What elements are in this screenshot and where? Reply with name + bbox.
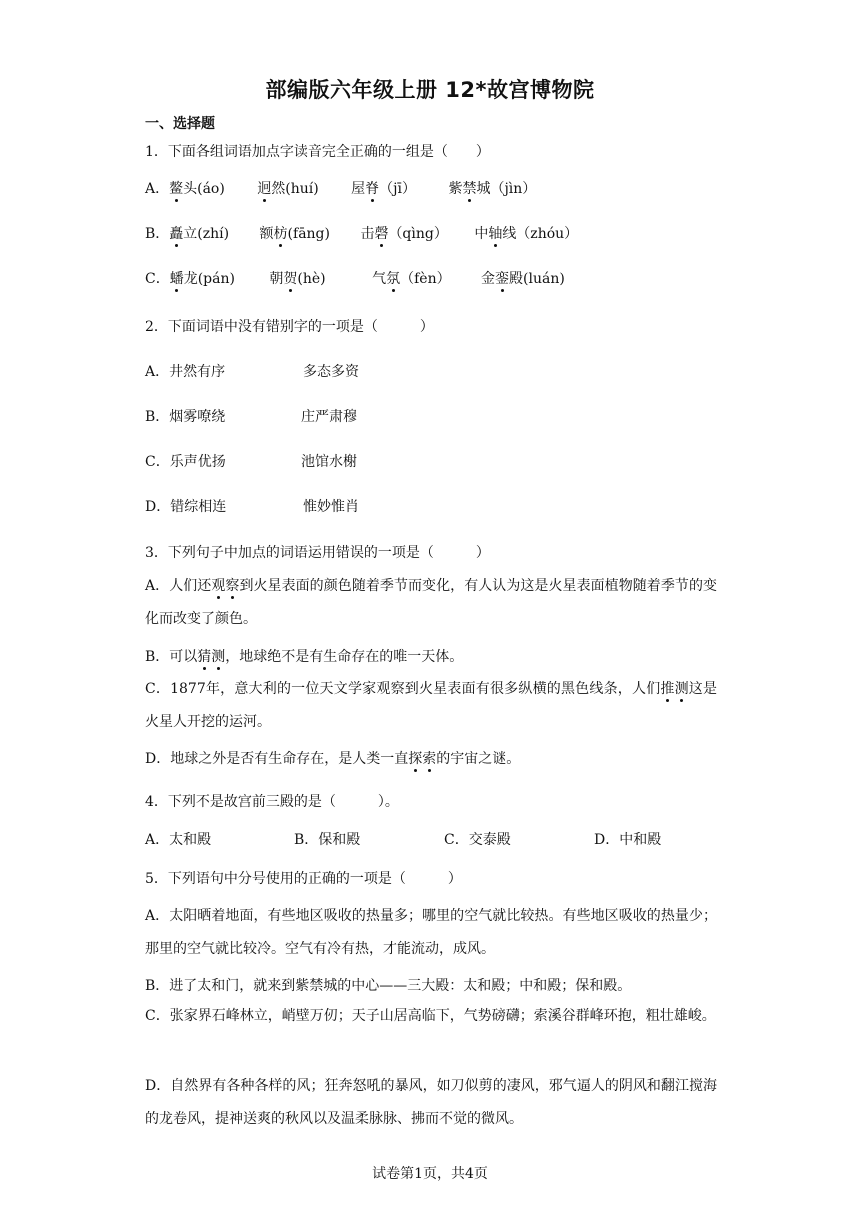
question-2-option-a: A．井然有序 多态多资 — [145, 364, 359, 380]
question-5-stem: 5．下列语句中分号使用的正确的一项是（ ） — [145, 871, 462, 887]
question-1-option-b: B．矗立(zhí) 额枋(fāng) 击磬（qìng） 中轴线（zhóu） — [145, 226, 579, 242]
question-4-option-d: D．中和殿 — [594, 832, 662, 848]
question-5-option-a: A．太阳晒着地面，有些地区吸收的热量多；哪里的空气就比较热。有些地区吸收的热量少；那里的空气就比较冷。空气有冷有热，才能流动，成风。 — [145, 908, 717, 957]
question-1-option-a: A．鳌头(áo) 迥然(huí) 屋脊（jī） 紫禁城（jìn） — [145, 181, 537, 197]
question-3-option-a: A．人们还观察到火星表面的颜色随着季节而变化，有人认为这是火星表面植物随着季节的变化而改变了颜色。 — [145, 578, 717, 627]
question-3-option-c: C．1877年，意大利的一位天文学家观察到火星表面有很多纵横的黑色线条，人们推测这是火星人开挖的运河。 — [145, 681, 717, 730]
page-footer: 试卷第1页，共4页 — [372, 1166, 488, 1182]
question-3-option-d: D．地球之外是否有生命存在，是人类一直探索的宇宙之谜。 — [145, 751, 521, 767]
question-4-options — [145, 829, 661, 849]
question-5-option-b: B．进了太和门，就来到紫禁城的中心——三大殿：太和殿；中和殿；保和殿。 — [145, 978, 632, 994]
question-4-option-a: A．太和殿 — [145, 832, 212, 848]
page-title: 部编版六年级上册 12*故宫博物院 — [265, 78, 595, 102]
question-5-option-d: D．自然界有各种各样的风；狂奔怒吼的暴风，如刀似剪的凄风，邪气逼人的阴风和翻江搅海的龙卷风，提神送爽的秋风以及温柔脉脉、拂而不觉的微风。 — [145, 1078, 717, 1127]
question-1-stem: 1．下面各组词语加点字读音完全正确的一组是（ ） — [145, 144, 490, 160]
question-3-stem: 3．下列句子中加点的词语运用错误的一项是（ ） — [145, 545, 490, 561]
question-5-option-c: C．张家界石峰林立，峭壁万仞；天子山居高临下，气势磅礴；索溪谷群峰环抱，粗壮雄峻。 — [145, 1008, 716, 1024]
question-1-option-c: C．蟠龙(pán) 朝贺(hè) 气氛（fèn） 金銮殿(luán) — [145, 271, 565, 287]
question-4-stem: 4．下列不是故宫前三殿的是（ ）。 — [145, 794, 399, 810]
question-2-option-d: D．错综相连 惟妙惟肖 — [145, 499, 359, 515]
section-heading: 一、选择题 — [145, 116, 215, 132]
question-4-option-b: B．保和殿 — [294, 832, 361, 848]
question-3-option-b: B．可以猜测，地球绝不是有生命存在的唯一天体。 — [145, 649, 464, 665]
question-2-stem: 2．下面词语中没有错别字的一项是（ ） — [145, 319, 434, 335]
question-4-option-c: C．交泰殿 — [444, 832, 511, 848]
question-2-option-c: C．乐声优扬 池馆水榭 — [145, 454, 357, 470]
question-2-option-b: B．烟雾嘹绕 庄严肃穆 — [145, 409, 357, 425]
